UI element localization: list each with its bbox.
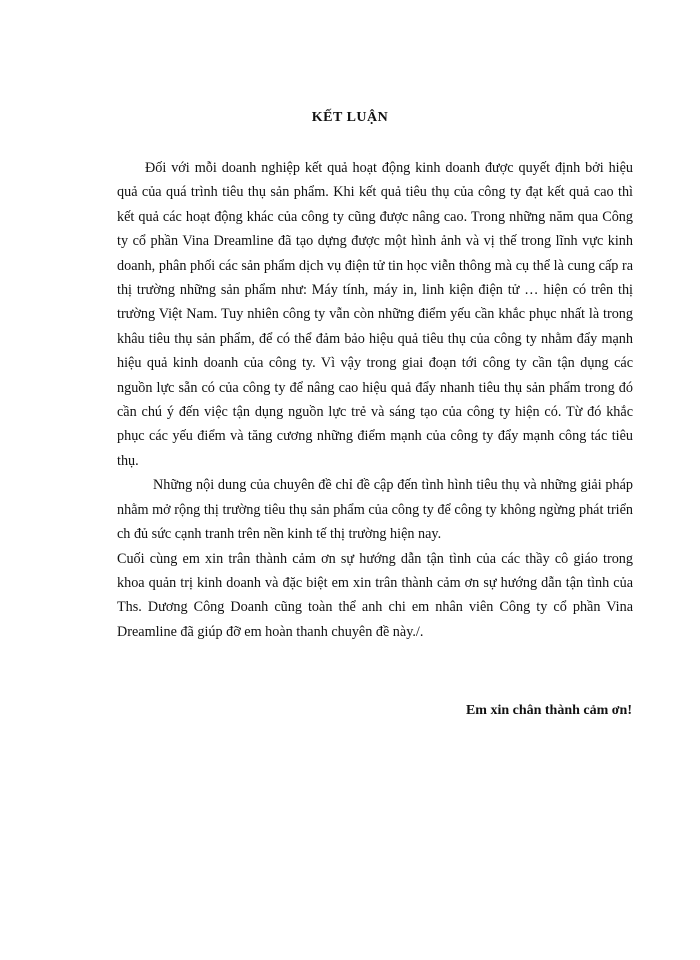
closing-line: Em xin chân thành cảm ơn! (465, 703, 632, 718)
paragraph-thanks: Cuối cùng em xin trân thành cảm ơn sự hướng dẫn tận tình của các thầy cô giáo trong khoa quản trị kinh doanh và đặc biệt em xin trân thành cảm ơn sự hướng dẫn tận tình của Ths. Dương Công Doanh cũng toàn thể anh chi em nhân viên Công ty cổ phần Vina Dreamline đã giúp đỡ em hoàn thanh chuyên đề này./. (117, 550, 633, 640)
paragraph-intro: Đối với mỗi doanh nghiệp kết quả hoạt động kinh doanh được quyết định bởi hiệu quả của quá trình tiêu thụ sản phẩm. Khi kết quả tiêu thụ của công ty đạt kết quả cao thì kết quả các hoạt động khác của công ty cũng được nâng cao. Trong những năm qua Công ty cổ phần Vina Dreamline đã tạo dựng được một hình ảnh và vị thế trong lĩnh vực kinh doanh, phân phối các sản phẩm dịch vụ điện tử tin học viễn thông mà cụ thể là cung cấp ra thị trường những sản phẩm như: Máy tính, máy in, linh kiện điện tử … hiện có trên thị trường Việt Nam. Tuy nhiên công ty vẫn còn những điểm yếu cần khắc phục nhất là trong khâu tiêu thụ sản phẩm, để có thể đảm bảo hiệu quả tiêu thụ của công ty nhằm đẩy mạnh hiệu quả kinh doanh của công ty. Vì vậy trong giai đoạn tới công ty cần tận dụng các nguồn lực sẵn có của công ty để nâng cao hiệu quả đẩy nhanh tiêu thụ sản phẩm trong đó cần chú ý đến việc tận dụng nguồn lực trẻ và sáng tạo của công ty hiện có. Từ đó khắc phục các yếu điểm và tăng cương những điểm mạnh của công ty đẩy mạnh công tác tiêu thụ. (117, 160, 633, 469)
document-title: KẾT LUẬN (311, 110, 389, 125)
paragraph-scope: Những nội dung của chuyên đề chỉ đề cập đến tình hình tiêu thụ và những giải pháp nhằm mở rộng thị trường tiêu thụ sản phẩm của công ty để công ty không ngừng phát triển ch đủ sức cạnh tranh trên nền kinh tế thị trường hiện nay. (117, 477, 633, 543)
document-body (117, 156, 633, 644)
